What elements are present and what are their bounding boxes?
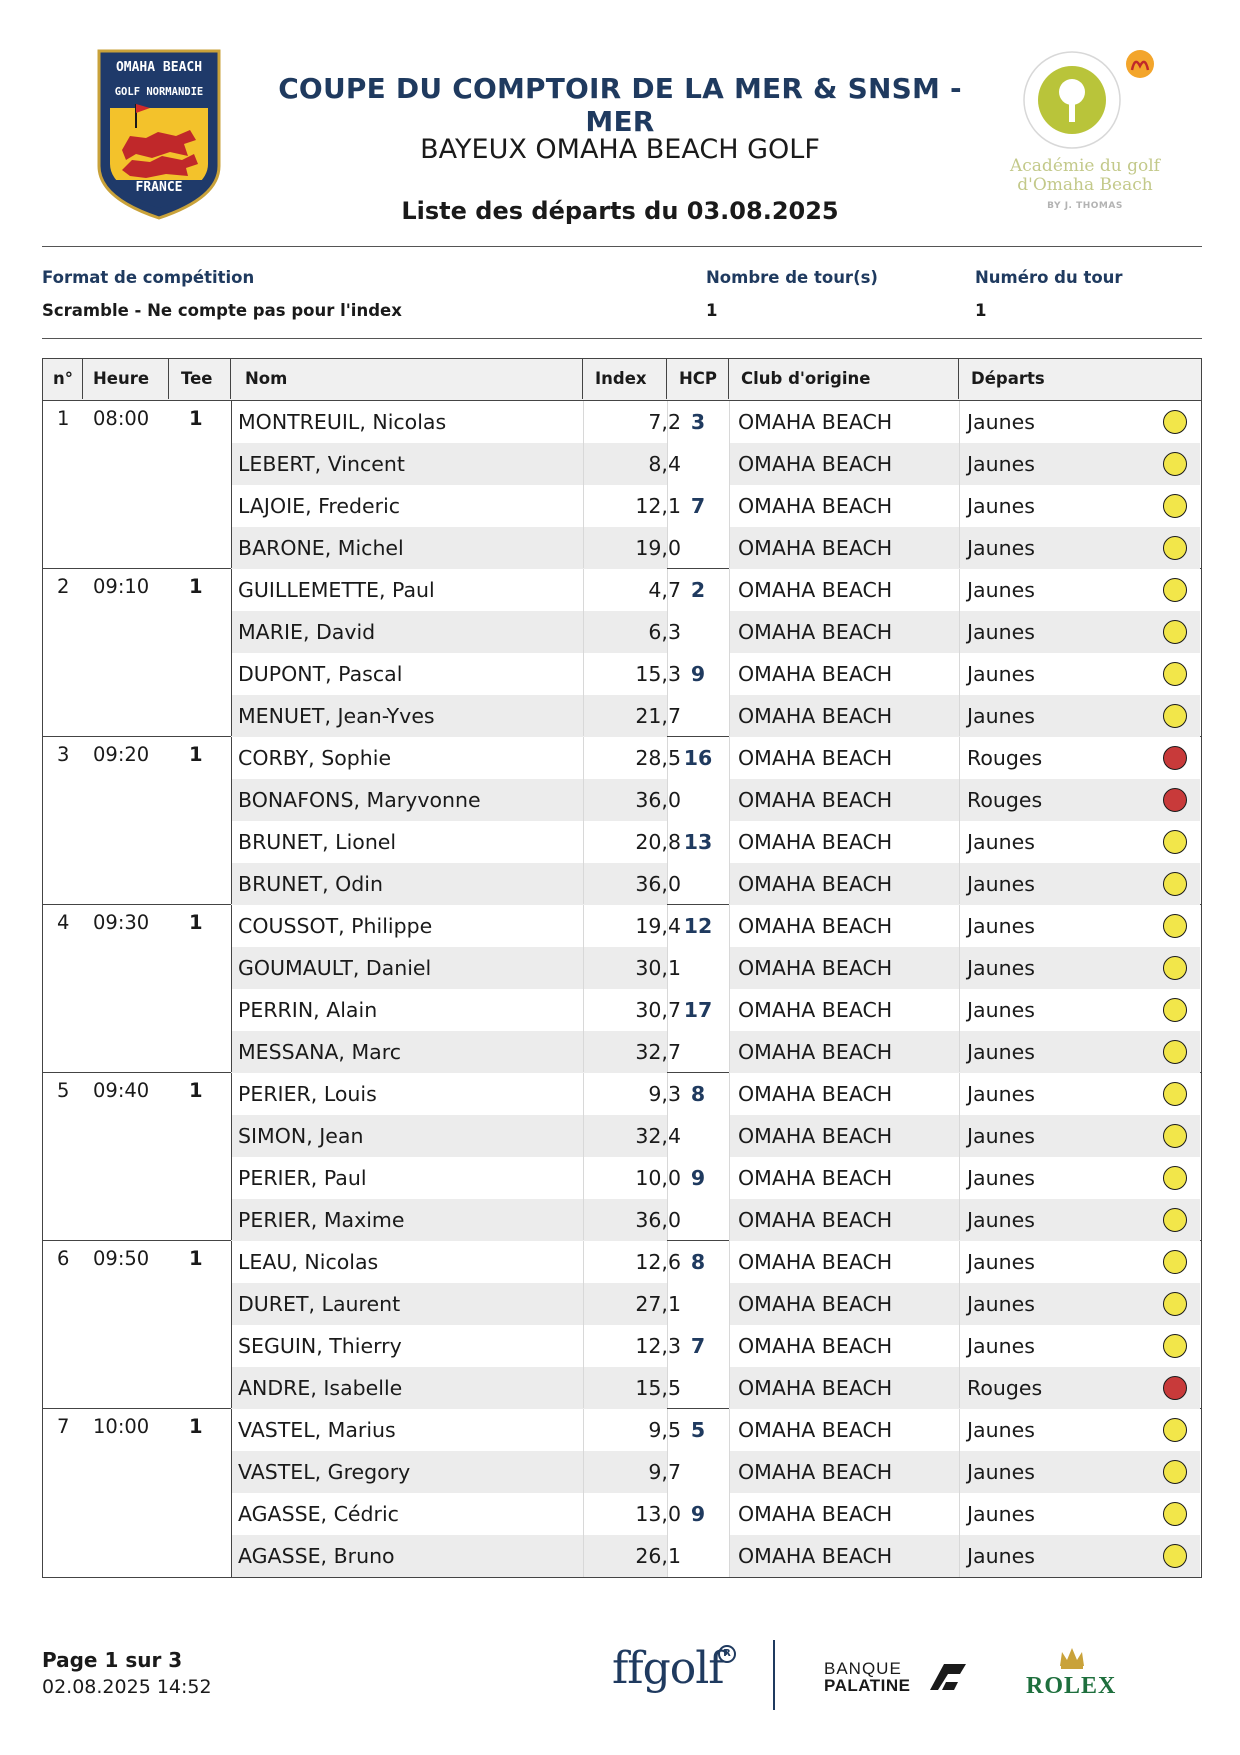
tee-color-icon xyxy=(1163,830,1187,854)
player-departure: Rouges xyxy=(967,788,1043,812)
format-value: Scramble - Ne compte pas pour l'index xyxy=(42,301,402,320)
player-club: OMAHA BEACH xyxy=(738,788,893,812)
header-cell-num: n° xyxy=(43,359,83,399)
header-cell-tee: Tee xyxy=(169,359,231,399)
group-tee: 1 xyxy=(189,1247,203,1270)
player-club: OMAHA BEACH xyxy=(738,956,893,980)
player-index: 19,4 xyxy=(635,914,681,938)
player-name: GOUMAULT, Daniel xyxy=(238,956,432,980)
tee-color-icon xyxy=(1163,1334,1187,1358)
player-name: SIMON, Jean xyxy=(238,1124,364,1148)
player-index: 28,5 xyxy=(635,746,681,770)
player-departure: Jaunes xyxy=(967,956,1035,980)
table-row xyxy=(43,1073,1200,1115)
player-departure: Jaunes xyxy=(967,494,1035,518)
column-separator xyxy=(583,905,584,1072)
team-hcp: 8 xyxy=(690,1250,706,1274)
player-departure: Jaunes xyxy=(967,1502,1035,1526)
player-club: OMAHA BEACH xyxy=(738,536,893,560)
column-separator xyxy=(729,905,730,1072)
team-hcp: 17 xyxy=(683,998,713,1022)
player-departure: Jaunes xyxy=(967,1418,1035,1442)
player-departure: Jaunes xyxy=(967,1544,1035,1568)
column-separator xyxy=(667,1409,668,1577)
player-club: OMAHA BEACH xyxy=(738,872,893,896)
column-separator xyxy=(231,1241,232,1408)
player-club: OMAHA BEACH xyxy=(738,1124,893,1148)
column-separator xyxy=(583,401,584,568)
player-index: 9,7 xyxy=(648,1460,681,1484)
course-name: BAYEUX OMAHA BEACH GOLF xyxy=(420,134,820,165)
player-club: OMAHA BEACH xyxy=(738,1544,893,1568)
group-time: 09:40 xyxy=(93,1079,150,1102)
group-tee: 1 xyxy=(189,407,203,430)
player-name: LAJOIE, Frederic xyxy=(238,494,401,518)
player-index: 21,7 xyxy=(635,704,681,728)
player-departure: Jaunes xyxy=(967,1460,1035,1484)
player-index: 12,3 xyxy=(635,1334,681,1358)
player-name: BARONE, Michel xyxy=(238,536,404,560)
tee-color-icon xyxy=(1163,1124,1187,1148)
table-row xyxy=(43,1241,1200,1283)
column-separator xyxy=(959,905,960,1072)
player-name: MARIE, David xyxy=(238,620,376,644)
column-separator xyxy=(583,737,584,904)
table-row xyxy=(43,1199,1200,1241)
player-departure: Jaunes xyxy=(967,1124,1035,1148)
player-club: OMAHA BEACH xyxy=(738,1082,893,1106)
player-departure: Jaunes xyxy=(967,662,1035,686)
tee-color-icon xyxy=(1163,998,1187,1022)
tee-color-icon xyxy=(1163,620,1187,644)
player-club: OMAHA BEACH xyxy=(738,998,893,1022)
team-hcp: 7 xyxy=(690,494,706,518)
column-separator xyxy=(667,401,668,568)
column-separator xyxy=(231,905,232,1072)
player-name: PERIER, Louis xyxy=(238,1082,377,1106)
tours-value: 1 xyxy=(706,301,718,320)
column-separator xyxy=(729,1409,730,1577)
player-departure: Jaunes xyxy=(967,830,1035,854)
player-departure: Jaunes xyxy=(967,536,1035,560)
logo-right-text-1: Académie du golf xyxy=(1010,156,1160,176)
player-club: OMAHA BEACH xyxy=(738,704,893,728)
table-row xyxy=(43,695,1200,737)
column-separator xyxy=(583,569,584,736)
player-name: SEGUIN, Thierry xyxy=(238,1334,402,1358)
page-number: Page 1 sur 3 xyxy=(42,1648,183,1672)
player-departure: Jaunes xyxy=(967,620,1035,644)
column-separator xyxy=(231,737,232,904)
footer-separator xyxy=(773,1640,775,1710)
player-index: 12,6 xyxy=(635,1250,681,1274)
team-hcp: 5 xyxy=(690,1418,706,1442)
table-row xyxy=(43,905,1200,947)
tee-color-icon xyxy=(1163,452,1187,476)
column-separator xyxy=(729,569,730,736)
column-separator xyxy=(729,401,730,568)
table-row xyxy=(43,737,1200,779)
tee-color-icon xyxy=(1163,662,1187,686)
player-departure: Jaunes xyxy=(967,1334,1035,1358)
player-club: OMAHA BEACH xyxy=(738,830,893,854)
player-club: OMAHA BEACH xyxy=(738,1250,893,1274)
table-row xyxy=(43,821,1200,863)
player-club: OMAHA BEACH xyxy=(738,578,893,602)
team-hcp: 9 xyxy=(690,662,706,686)
team-hcp: 3 xyxy=(690,410,706,434)
group-number: 3 xyxy=(57,743,70,766)
banque-palatine-logo-line2: PALATINE xyxy=(824,1676,911,1695)
table-row xyxy=(43,1451,1200,1493)
table-row xyxy=(43,1283,1200,1325)
round-label: Numéro du tour xyxy=(975,268,1123,287)
player-departure: Rouges xyxy=(967,746,1043,770)
player-index: 32,4 xyxy=(635,1124,681,1148)
team-hcp: 9 xyxy=(690,1166,706,1190)
group-number: 1 xyxy=(57,407,70,430)
player-name: VASTEL, Marius xyxy=(238,1418,396,1442)
group-number: 7 xyxy=(57,1415,70,1438)
table-row xyxy=(43,1409,1200,1451)
player-index: 12,1 xyxy=(635,494,681,518)
group-tee: 1 xyxy=(189,911,203,934)
start-list-table xyxy=(42,358,1202,1578)
tee-color-icon xyxy=(1163,1376,1187,1400)
column-separator xyxy=(959,569,960,736)
column-separator xyxy=(959,737,960,904)
group-time: 10:00 xyxy=(93,1415,150,1438)
column-separator xyxy=(583,1409,584,1577)
column-separator xyxy=(583,1073,584,1240)
print-timestamp: 02.08.2025 14:52 xyxy=(42,1676,212,1698)
player-departure: Jaunes xyxy=(967,704,1035,728)
player-club: OMAHA BEACH xyxy=(738,1418,893,1442)
rolex-crown-icon xyxy=(1058,1646,1086,1670)
group-number: 5 xyxy=(57,1079,70,1102)
divider-info xyxy=(42,338,1202,339)
column-separator xyxy=(959,401,960,568)
player-index: 30,7 xyxy=(635,998,681,1022)
player-club: OMAHA BEACH xyxy=(738,1292,893,1316)
column-separator xyxy=(729,737,730,904)
player-departure: Jaunes xyxy=(967,578,1035,602)
player-index: 6,3 xyxy=(648,620,681,644)
player-name: BONAFONS, Maryvonne xyxy=(238,788,481,812)
ffgolf-logo: ffgolf xyxy=(612,1643,724,1694)
player-club: OMAHA BEACH xyxy=(738,1040,893,1064)
player-club: OMAHA BEACH xyxy=(738,1502,893,1526)
player-departure: Jaunes xyxy=(967,410,1035,434)
player-index: 20,8 xyxy=(635,830,681,854)
tee-color-icon xyxy=(1163,578,1187,602)
column-separator xyxy=(667,905,668,1072)
tee-color-icon xyxy=(1163,1166,1187,1190)
player-name: GUILLEMETTE, Paul xyxy=(238,578,435,602)
registered-icon: R xyxy=(718,1645,736,1663)
tee-group xyxy=(43,1409,1201,1577)
table-row xyxy=(43,947,1200,989)
player-name: COUSSOT, Philippe xyxy=(238,914,433,938)
table-row xyxy=(43,443,1200,485)
table-row xyxy=(43,1157,1200,1199)
header-cell-index: Index xyxy=(583,359,667,399)
player-name: DURET, Laurent xyxy=(238,1292,401,1316)
player-index: 15,5 xyxy=(635,1376,681,1400)
player-name: MENUET, Jean-Yves xyxy=(238,704,435,728)
player-index: 36,0 xyxy=(635,1208,681,1232)
player-club: OMAHA BEACH xyxy=(738,620,893,644)
team-hcp: 9 xyxy=(690,1502,706,1526)
tee-color-icon xyxy=(1163,746,1187,770)
tee-color-icon xyxy=(1163,1250,1187,1274)
column-separator xyxy=(959,1241,960,1408)
player-name: PERRIN, Alain xyxy=(238,998,378,1022)
player-name: AGASSE, Cédric xyxy=(238,1502,399,1526)
group-time: 09:30 xyxy=(93,911,150,934)
tee-group xyxy=(43,401,1201,569)
table-row xyxy=(43,485,1200,527)
header-cell-club: Club d'origine xyxy=(729,359,959,399)
header-cell-nom: Nom xyxy=(231,359,583,399)
player-name: MESSANA, Marc xyxy=(238,1040,401,1064)
start-list-title: Liste des départs du 03.08.2025 xyxy=(401,197,839,225)
tee-color-icon xyxy=(1163,1460,1187,1484)
header-cell-heure: Heure xyxy=(83,359,169,399)
team-hcp: 7 xyxy=(690,1334,706,1358)
player-index: 30,1 xyxy=(635,956,681,980)
player-name: CORBY, Sophie xyxy=(238,746,392,770)
player-index: 8,4 xyxy=(648,452,681,476)
tee-color-icon xyxy=(1163,914,1187,938)
logo-right-text-2: d'Omaha Beach xyxy=(1017,175,1153,195)
rolex-logo: ROLEX xyxy=(1026,1673,1117,1699)
table-row xyxy=(43,1115,1200,1157)
player-departure: Jaunes xyxy=(967,1166,1035,1190)
table-row xyxy=(43,1535,1200,1577)
player-index: 19,0 xyxy=(635,536,681,560)
player-departure: Jaunes xyxy=(967,872,1035,896)
player-name: LEBERT, Vincent xyxy=(238,452,405,476)
tee-color-icon xyxy=(1163,1418,1187,1442)
group-tee: 1 xyxy=(189,743,203,766)
table-body xyxy=(43,401,1201,1577)
player-departure: Jaunes xyxy=(967,452,1035,476)
tee-color-icon xyxy=(1163,956,1187,980)
tee-group xyxy=(43,569,1201,737)
table-row xyxy=(43,1325,1200,1367)
column-separator xyxy=(231,1409,232,1577)
player-index: 15,3 xyxy=(635,662,681,686)
tee-color-icon xyxy=(1163,1544,1187,1568)
player-name: ANDRE, Isabelle xyxy=(238,1376,403,1400)
logo-left-text-3: FRANCE xyxy=(135,180,183,195)
tee-group xyxy=(43,1073,1201,1241)
tee-color-icon xyxy=(1163,1208,1187,1232)
logo-left-text-2: GOLF NORMANDIE xyxy=(114,86,204,98)
tee-color-icon xyxy=(1163,1082,1187,1106)
player-departure: Jaunes xyxy=(967,914,1035,938)
player-name: DUPONT, Pascal xyxy=(238,662,403,686)
group-number: 6 xyxy=(57,1247,70,1270)
column-separator xyxy=(667,737,668,904)
player-club: OMAHA BEACH xyxy=(738,1166,893,1190)
player-club: OMAHA BEACH xyxy=(738,452,893,476)
player-name: AGASSE, Bruno xyxy=(238,1544,395,1568)
team-hcp: 16 xyxy=(683,746,713,770)
player-departure: Jaunes xyxy=(967,1208,1035,1232)
round-value: 1 xyxy=(975,301,987,320)
player-departure: Jaunes xyxy=(967,1082,1035,1106)
team-hcp: 2 xyxy=(690,578,706,602)
column-separator xyxy=(231,569,232,736)
group-number: 2 xyxy=(57,575,70,598)
group-time: 08:00 xyxy=(93,407,150,430)
tee-color-icon xyxy=(1163,872,1187,896)
player-club: OMAHA BEACH xyxy=(738,914,893,938)
player-club: OMAHA BEACH xyxy=(738,1460,893,1484)
group-time: 09:20 xyxy=(93,743,150,766)
table-row xyxy=(43,863,1200,905)
logo-right-text-3: BY J. THOMAS xyxy=(1047,201,1123,211)
player-index: 9,3 xyxy=(648,1082,681,1106)
player-club: OMAHA BEACH xyxy=(738,494,893,518)
table-row xyxy=(43,1367,1200,1409)
group-time: 09:10 xyxy=(93,575,150,598)
column-separator xyxy=(959,1409,960,1577)
tours-label: Nombre de tour(s) xyxy=(706,268,878,287)
column-separator xyxy=(729,1241,730,1408)
tee-color-icon xyxy=(1163,1040,1187,1064)
divider-top xyxy=(42,246,1202,247)
column-separator xyxy=(667,569,668,736)
player-departure: Rouges xyxy=(967,1376,1043,1400)
table-row xyxy=(43,1493,1200,1535)
player-name: PERIER, Paul xyxy=(238,1166,367,1190)
tee-color-icon xyxy=(1163,494,1187,518)
tee-color-icon xyxy=(1163,788,1187,812)
player-club: OMAHA BEACH xyxy=(738,662,893,686)
tee-group xyxy=(43,905,1201,1073)
column-separator xyxy=(729,1073,730,1240)
group-tee: 1 xyxy=(189,1079,203,1102)
team-hcp: 13 xyxy=(683,830,713,854)
team-hcp: 12 xyxy=(683,914,713,938)
banque-palatine-logo-line1: BANQUE xyxy=(824,1659,902,1678)
header-cell-hcp: HCP xyxy=(667,359,729,399)
player-club: OMAHA BEACH xyxy=(738,410,893,434)
table-row xyxy=(43,989,1200,1031)
table-row xyxy=(43,527,1200,569)
format-label: Format de compétition xyxy=(42,268,255,287)
group-tee: 1 xyxy=(189,575,203,598)
table-row xyxy=(43,653,1200,695)
player-name: LEAU, Nicolas xyxy=(238,1250,379,1274)
player-index: 7,2 xyxy=(648,410,681,434)
tee-group xyxy=(43,737,1201,905)
competition-title: COUPE DU COMPTOIR DE LA MER & SNSM - MER xyxy=(278,72,962,138)
table-row xyxy=(43,779,1200,821)
player-departure: Jaunes xyxy=(967,998,1035,1022)
group-tee: 1 xyxy=(189,1415,203,1438)
player-index: 9,5 xyxy=(648,1418,681,1442)
tee-color-icon xyxy=(1163,410,1187,434)
column-separator xyxy=(231,1073,232,1240)
player-club: OMAHA BEACH xyxy=(738,1334,893,1358)
table-row xyxy=(43,569,1200,611)
player-index: 27,1 xyxy=(635,1292,681,1316)
group-time: 09:50 xyxy=(93,1247,150,1270)
table-row xyxy=(43,611,1200,653)
player-club: OMAHA BEACH xyxy=(738,1208,893,1232)
player-index: 10,0 xyxy=(635,1166,681,1190)
player-departure: Jaunes xyxy=(967,1250,1035,1274)
column-separator xyxy=(959,1073,960,1240)
player-index: 36,0 xyxy=(635,872,681,896)
tee-color-icon xyxy=(1163,704,1187,728)
column-separator xyxy=(667,1073,668,1240)
player-name: VASTEL, Gregory xyxy=(238,1460,411,1484)
player-index: 4,7 xyxy=(648,578,681,602)
player-name: MONTREUIL, Nicolas xyxy=(238,410,447,434)
player-index: 13,0 xyxy=(635,1502,681,1526)
column-separator xyxy=(583,1241,584,1408)
player-index: 32,7 xyxy=(635,1040,681,1064)
group-number: 4 xyxy=(57,911,70,934)
tee-color-icon xyxy=(1163,1292,1187,1316)
table-header xyxy=(43,359,1201,401)
tee-color-icon xyxy=(1163,1502,1187,1526)
banque-palatine-mark-icon xyxy=(924,1660,968,1694)
player-departure: Jaunes xyxy=(967,1292,1035,1316)
player-index: 26,1 xyxy=(635,1544,681,1568)
player-departure: Jaunes xyxy=(967,1040,1035,1064)
player-club: OMAHA BEACH xyxy=(738,1376,893,1400)
tee-group xyxy=(43,1241,1201,1409)
team-hcp: 8 xyxy=(690,1082,706,1106)
player-index: 36,0 xyxy=(635,788,681,812)
column-separator xyxy=(667,1241,668,1408)
table-row xyxy=(43,1031,1200,1073)
logo-left-text-1: OMAHA BEACH xyxy=(115,60,203,75)
player-club: OMAHA BEACH xyxy=(738,746,893,770)
player-name: PERIER, Maxime xyxy=(238,1208,405,1232)
player-name: BRUNET, Lionel xyxy=(238,830,397,854)
table-row xyxy=(43,401,1200,443)
tee-color-icon xyxy=(1163,536,1187,560)
player-name: BRUNET, Odin xyxy=(238,872,383,896)
column-separator xyxy=(231,401,232,568)
header-cell-departs: Départs xyxy=(971,369,1045,388)
